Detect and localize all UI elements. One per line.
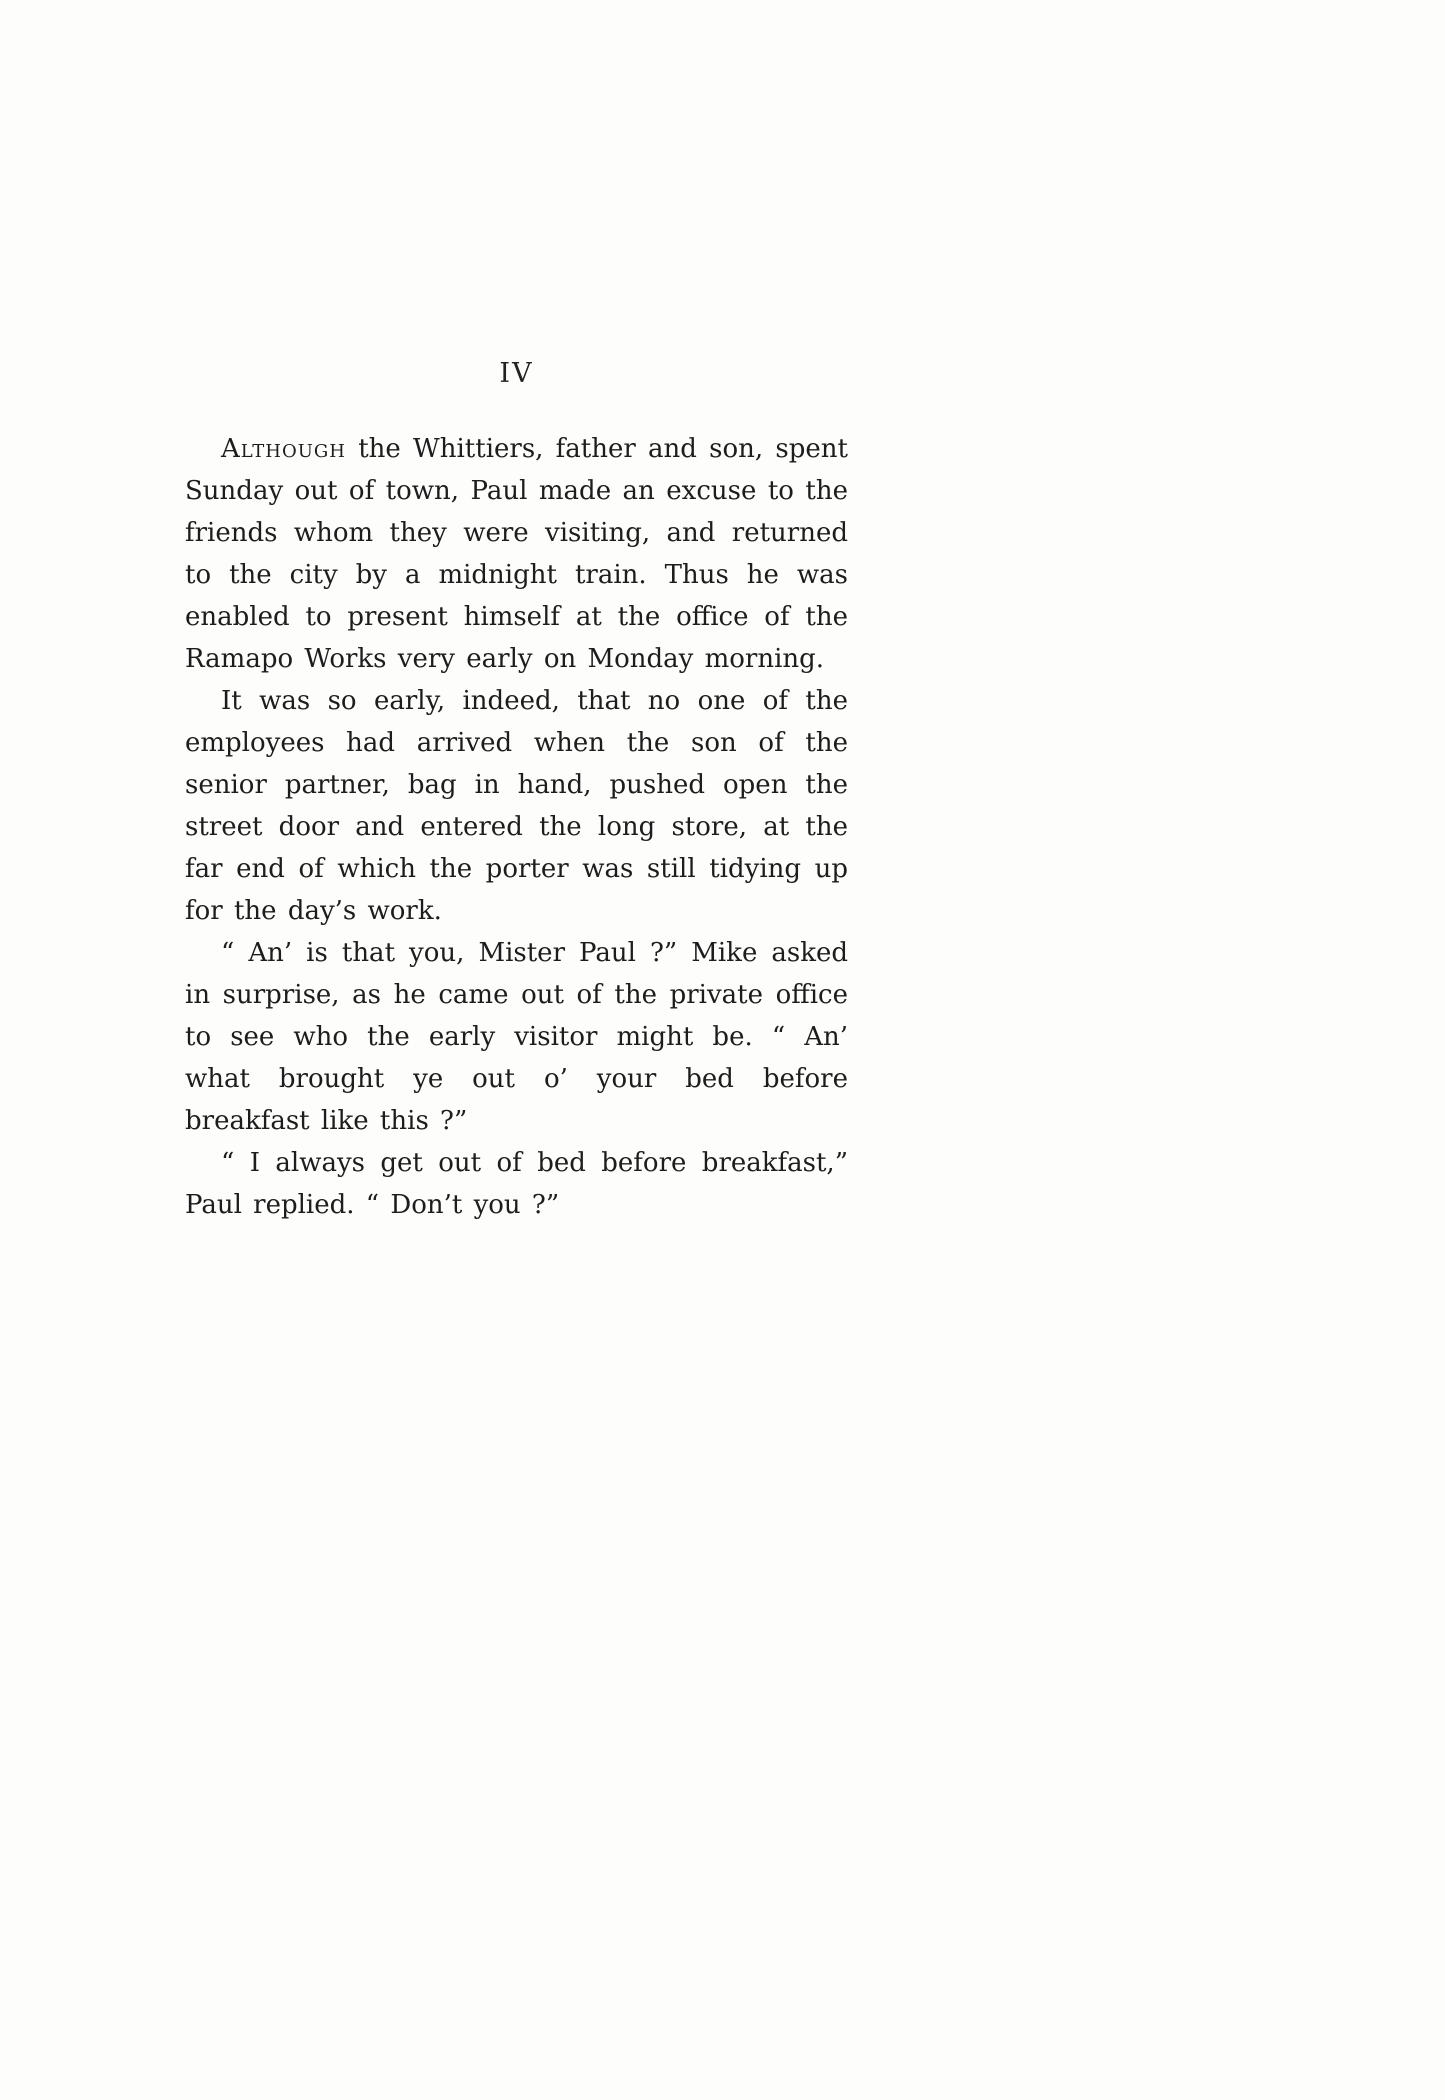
paragraph: “ An’ is that you, Mister Paul ?” Mike asked in surprise, as he came out of the private office to see who the early visitor might be. “ An’ what brought ye out o’ your bed before breakfast like this ?” [185, 938, 848, 1136]
opening-paragraph [185, 428, 848, 680]
paragraph: “ I always get out of bed before breakfast,” Paul replied. “ Don’t you ?” [185, 1148, 848, 1220]
text-block [185, 358, 848, 1226]
lead-word: Although [221, 434, 346, 464]
paragraph: It was so early, indeed, that no one of the employees had arrived when the son of the senior partner, bag in hand, pushed open the street door and entered the long store, at the far end of which the porter was still tidying up for the day’s work. [185, 686, 848, 926]
paragraph-text: the Whittiers, father and son, spent Sunday out of town, Paul made an excuse to the friends whom they were visiting, and returned to the city by a midnight train. Thus he was enabled to present himself at the office of the Ramapo Works very early on Monday morning. [185, 434, 848, 674]
chapter-number-heading: IV [499, 358, 534, 389]
